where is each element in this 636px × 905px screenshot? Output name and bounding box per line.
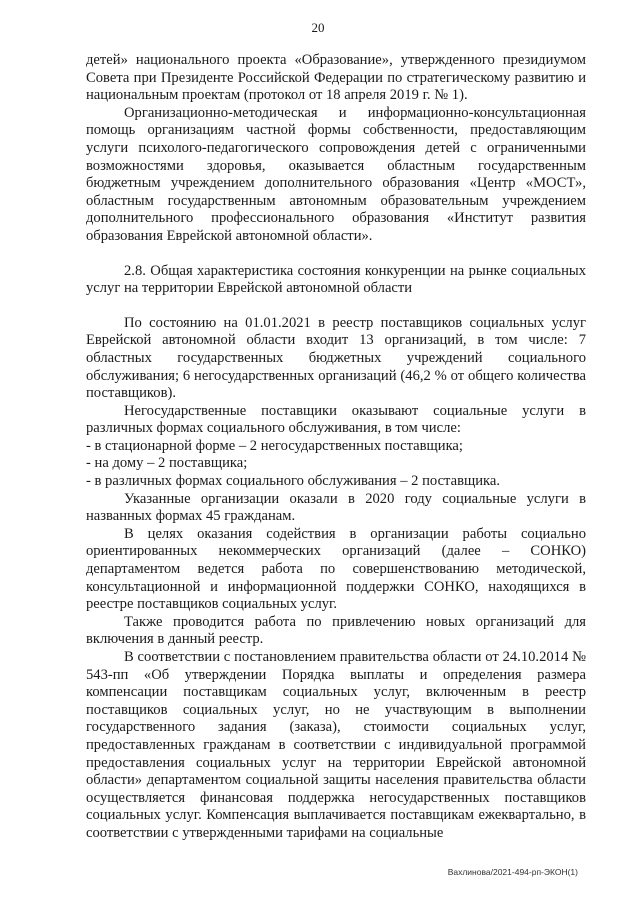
document-footer-code: Вахлинова/2021-494-рп-ЭКОН(1) <box>447 867 578 877</box>
list-item-various-forms: - в различных формах социального обслуживания – 2 поставщика. <box>86 473 501 490</box>
paragraph-compensation: В соответствии с постановлением правительства области от 24.10.2014 № 543-пп «Об утверждении Порядка выплаты и определения размера компенсации поставщикам социальных услуг, включенным в реестр поставщиков социальных услуг, но не участвующим в выполнении государственного задания (заказа), стоимости социальных услуг, предоставленных гражданам в соответствии с индивидуальной программой предоставления социальных услуг на территории Еврейской автономной области» департаментом социальной защиты населения правительства области осуществляется финансовая поддержка негосударственных поставщиков социальных услуг. Компенсация выплачивается поставщикам ежеквартально, в соответствии с утвержденными тарифами на социальные <box>86 649 586 841</box>
paragraph-non-state-providers: Негосударственные поставщики оказывают социальные услуги в различных формах социального обслуживания, в том числе: <box>86 402 586 437</box>
list-item-home: - на дому – 2 поставщика; <box>86 455 248 472</box>
page-number: 20 <box>311 20 325 35</box>
section-heading-2-8: 2.8. Общая характеристика состояния конкуренции на рынке социальных услуг на территории Еврейской автономной области <box>86 262 586 297</box>
document-body <box>86 52 586 843</box>
paragraph-sonko-support: В целях оказания содействия в организации работы социально ориентированных некоммерческих организаций (далее – СОНКО) департаментом ведется работа по совершенствованию методической, консультационной и информационной поддержки СОНКО, находящихся в реестре поставщиков социальных услуг. <box>86 525 586 613</box>
paragraph-services-2020: Указанные организации оказали в 2020 году социальные услуги в названных формах 45 гражданам. <box>86 490 586 525</box>
paragraph-national-project: детей» национального проекта «Образование», утвержденного президиумом Совета при Президенте Российской Федерации по стратегическому развитию и национальным проектам (протокол от 18 апреля 2019 г. № 1). <box>86 52 586 104</box>
list-item-stationary: - в стационарной форме – 2 негосударственных поставщика; <box>86 437 463 454</box>
paragraph-methodological-support: Организационно-методическая и информационно-консультационная помощь организациям частной формы собственности, предоставляющим услуги психолого-педагогического сопровождения детей с ограниченными возможностями здоровья, оказывается областным государственным бюджетным учреждением дополнительного образования «Центр «МОСТ», областным государственным автономным образовательным учреждением дополнительного профессионального образования «Институт развития образования Еврейской автономной области». <box>86 104 586 244</box>
paragraph-registry-status: По состоянию на 01.01.2021 в реестр поставщиков социальных услуг Еврейской автономной области входит 13 организаций, в том числе: 7 областных государственных бюджетных учреждений социального обслуживания; 6 негосударственных организаций (46,2 % от общего количества поставщиков). <box>86 314 586 402</box>
paragraph-new-organizations: Также проводится работа по привлечению новых организаций для включения в данный реестр. <box>86 613 586 648</box>
